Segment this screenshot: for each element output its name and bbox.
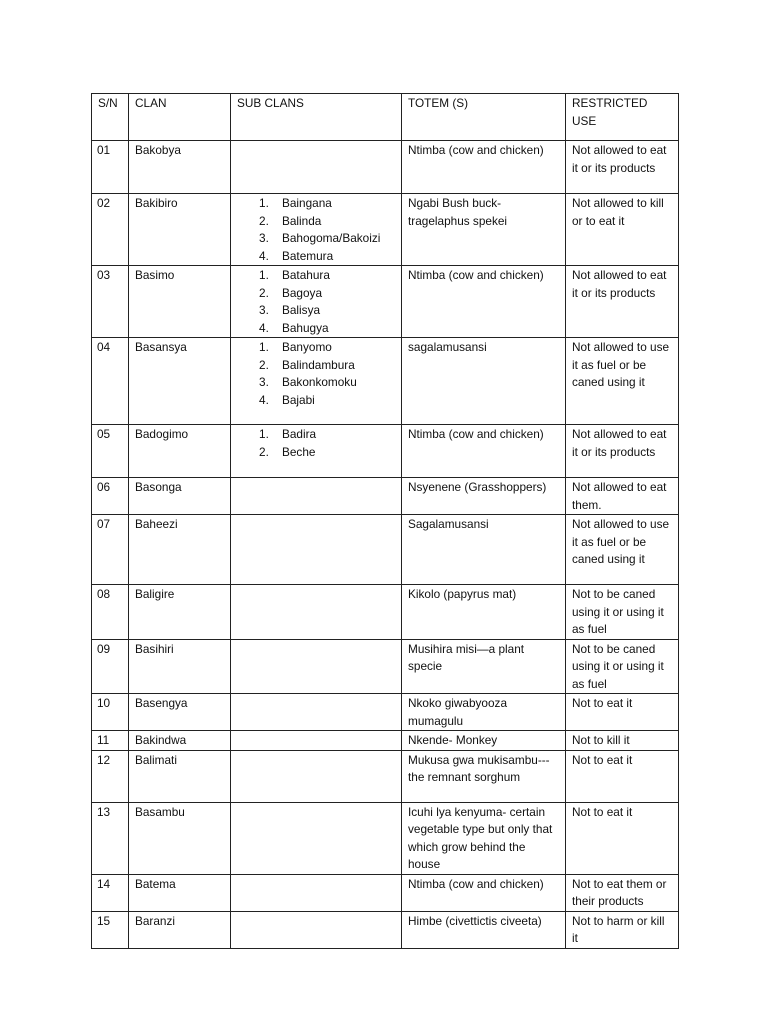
sub-clan-item: Bahugya: [282, 320, 329, 335]
serial-number-cell: 13: [92, 802, 129, 874]
totem-cell: Ntimba (cow and chicken): [402, 425, 566, 478]
header-clan: CLAN: [129, 94, 231, 141]
sub-clans-cell: [231, 911, 402, 948]
totem-cell: sagalamusansi: [402, 338, 566, 425]
serial-number-cell: 04: [92, 338, 129, 425]
sub-clan-item: Bakonkomoku: [282, 375, 357, 389]
totem-cell: Nsyenene (Grasshoppers): [402, 478, 566, 515]
sub-clans-cell: [231, 731, 402, 751]
sub-clans-cell: [231, 874, 402, 911]
clan-cell: Balimati: [129, 750, 231, 802]
restricted-use-cell: Not allowed to kill or to eat it: [566, 194, 679, 266]
header-sn: S/N: [92, 94, 129, 141]
restricted-use-cell: Not allowed to eat them.: [566, 478, 679, 515]
serial-number-cell: 11: [92, 731, 129, 751]
clan-cell: Badogimo: [129, 425, 231, 478]
table-row: [92, 874, 679, 911]
totem-cell: Icuhi lya kenyuma- certain vegetable type but only that which grow behind the house: [402, 802, 566, 874]
sub-clans-cell: [231, 194, 402, 266]
clan-cell: Bakibiro: [129, 194, 231, 266]
clan-cell: Batema: [129, 874, 231, 911]
table-row: [92, 478, 679, 515]
table-row: [92, 515, 679, 585]
sub-clan-item: Balinda: [282, 213, 322, 228]
table-row: [92, 911, 679, 948]
serial-number-cell: 03: [92, 266, 129, 338]
sub-clans-cell: [231, 425, 402, 478]
sub-clans-cell: [231, 585, 402, 640]
restricted-use-cell: Not allowed to eat it or its products: [566, 266, 679, 338]
restricted-use-cell: Not allowed to eat it or its products: [566, 425, 679, 478]
clan-cell: Basimo: [129, 266, 231, 338]
totem-cell: Ntimba (cow and chicken): [402, 141, 566, 194]
sub-clan-item: Bahogoma/Bakoizi: [282, 231, 381, 245]
table-row: [92, 194, 679, 266]
serial-number-cell: 06: [92, 478, 129, 515]
serial-number-cell: 07: [92, 515, 129, 585]
clan-cell: Basonga: [129, 478, 231, 515]
sub-clans-cell: [231, 478, 402, 515]
sub-clan-list: [237, 195, 395, 265]
header-sub-clans: SUB CLANS: [231, 94, 402, 141]
table-row: [92, 266, 679, 338]
sub-clan-item: Balindambura: [282, 357, 355, 372]
restricted-use-cell: Not to eat it: [566, 802, 679, 874]
sub-clans-cell: [231, 515, 402, 585]
serial-number-cell: 05: [92, 425, 129, 478]
totem-cell: Ntimba (cow and chicken): [402, 874, 566, 911]
totem-cell: Kikolo (papyrus mat): [402, 585, 566, 640]
table-row: [92, 141, 679, 194]
sub-clan-list: [237, 267, 395, 337]
sub-clan-item: Batahura: [282, 268, 330, 282]
restricted-use-cell: Not to harm or kill it: [566, 911, 679, 948]
clan-cell: Basihiri: [129, 639, 231, 694]
header-totem: TOTEM (S): [402, 94, 566, 141]
table-row: [92, 639, 679, 694]
table-row: [92, 694, 679, 731]
restricted-use-cell: Not to be caned using it or using it as fuel: [566, 585, 679, 640]
totem-cell: Nkende- Monkey: [402, 731, 566, 751]
sub-clan-item: Bajabi: [282, 392, 315, 407]
sub-clan-item: Beche: [282, 444, 316, 459]
serial-number-cell: 08: [92, 585, 129, 640]
totem-cell: Nkoko giwabyooza mumagulu: [402, 694, 566, 731]
sub-clan-item: Batemura: [282, 248, 334, 263]
table-row: [92, 750, 679, 802]
serial-number-cell: 15: [92, 911, 129, 948]
table-row: [92, 802, 679, 874]
restricted-use-cell: Not to be caned using it or using it as fuel: [566, 639, 679, 694]
clan-cell: Basengya: [129, 694, 231, 731]
clan-cell: Baranzi: [129, 911, 231, 948]
sub-clans-cell: [231, 266, 402, 338]
restricted-use-cell: Not to eat it: [566, 694, 679, 731]
sub-clan-list: [237, 426, 395, 461]
clan-cell: Basansya: [129, 338, 231, 425]
restricted-use-cell: Not allowed to eat it or its products: [566, 141, 679, 194]
clan-cell: Baligire: [129, 585, 231, 640]
table-row: [92, 425, 679, 478]
totem-cell: Mukusa gwa mukisambu--- the remnant sorghum: [402, 750, 566, 802]
sub-clans-cell: [231, 141, 402, 194]
table-row: [92, 585, 679, 640]
header-restricted-use: RESTRICTED USE: [566, 94, 679, 141]
sub-clans-cell: [231, 338, 402, 425]
totem-cell: Ngabi Bush buck- tragelaphus spekei: [402, 194, 566, 266]
restricted-use-cell: Not allowed to use it as fuel or be caned using it: [566, 515, 679, 585]
serial-number-cell: 02: [92, 194, 129, 266]
serial-number-cell: 14: [92, 874, 129, 911]
serial-number-cell: 12: [92, 750, 129, 802]
restricted-use-cell: Not to eat them or their products: [566, 874, 679, 911]
table-row: [92, 338, 679, 425]
restricted-use-cell: Not allowed to use it as fuel or be caned using it: [566, 338, 679, 425]
clan-cell: Bakobya: [129, 141, 231, 194]
table-body: [92, 141, 679, 949]
sub-clans-cell: [231, 694, 402, 731]
sub-clans-cell: [231, 750, 402, 802]
sub-clan-item: Baingana: [282, 196, 332, 210]
serial-number-cell: 09: [92, 639, 129, 694]
table-row: [92, 731, 679, 751]
table-header-row: [92, 94, 679, 141]
totem-cell: Musihira misi—a plant specie: [402, 639, 566, 694]
clan-cell: Baheezi: [129, 515, 231, 585]
totem-cell: Sagalamusansi: [402, 515, 566, 585]
clan-totem-table: [91, 93, 679, 949]
clan-cell: Bakindwa: [129, 731, 231, 751]
totem-cell: Ntimba (cow and chicken): [402, 266, 566, 338]
clan-cell: Basambu: [129, 802, 231, 874]
restricted-use-cell: Not to eat it: [566, 750, 679, 802]
totem-cell: Himbe (civettictis civeeta): [402, 911, 566, 948]
sub-clan-list: [237, 339, 395, 409]
serial-number-cell: 01: [92, 141, 129, 194]
sub-clan-item: Balisya: [282, 303, 321, 317]
sub-clans-cell: [231, 802, 402, 874]
sub-clan-item: Badira: [282, 427, 317, 441]
sub-clan-item: Banyomo: [282, 340, 332, 354]
serial-number-cell: 10: [92, 694, 129, 731]
sub-clan-item: Bagoya: [282, 285, 323, 300]
restricted-use-cell: Not to kill it: [566, 731, 679, 751]
sub-clans-cell: [231, 639, 402, 694]
